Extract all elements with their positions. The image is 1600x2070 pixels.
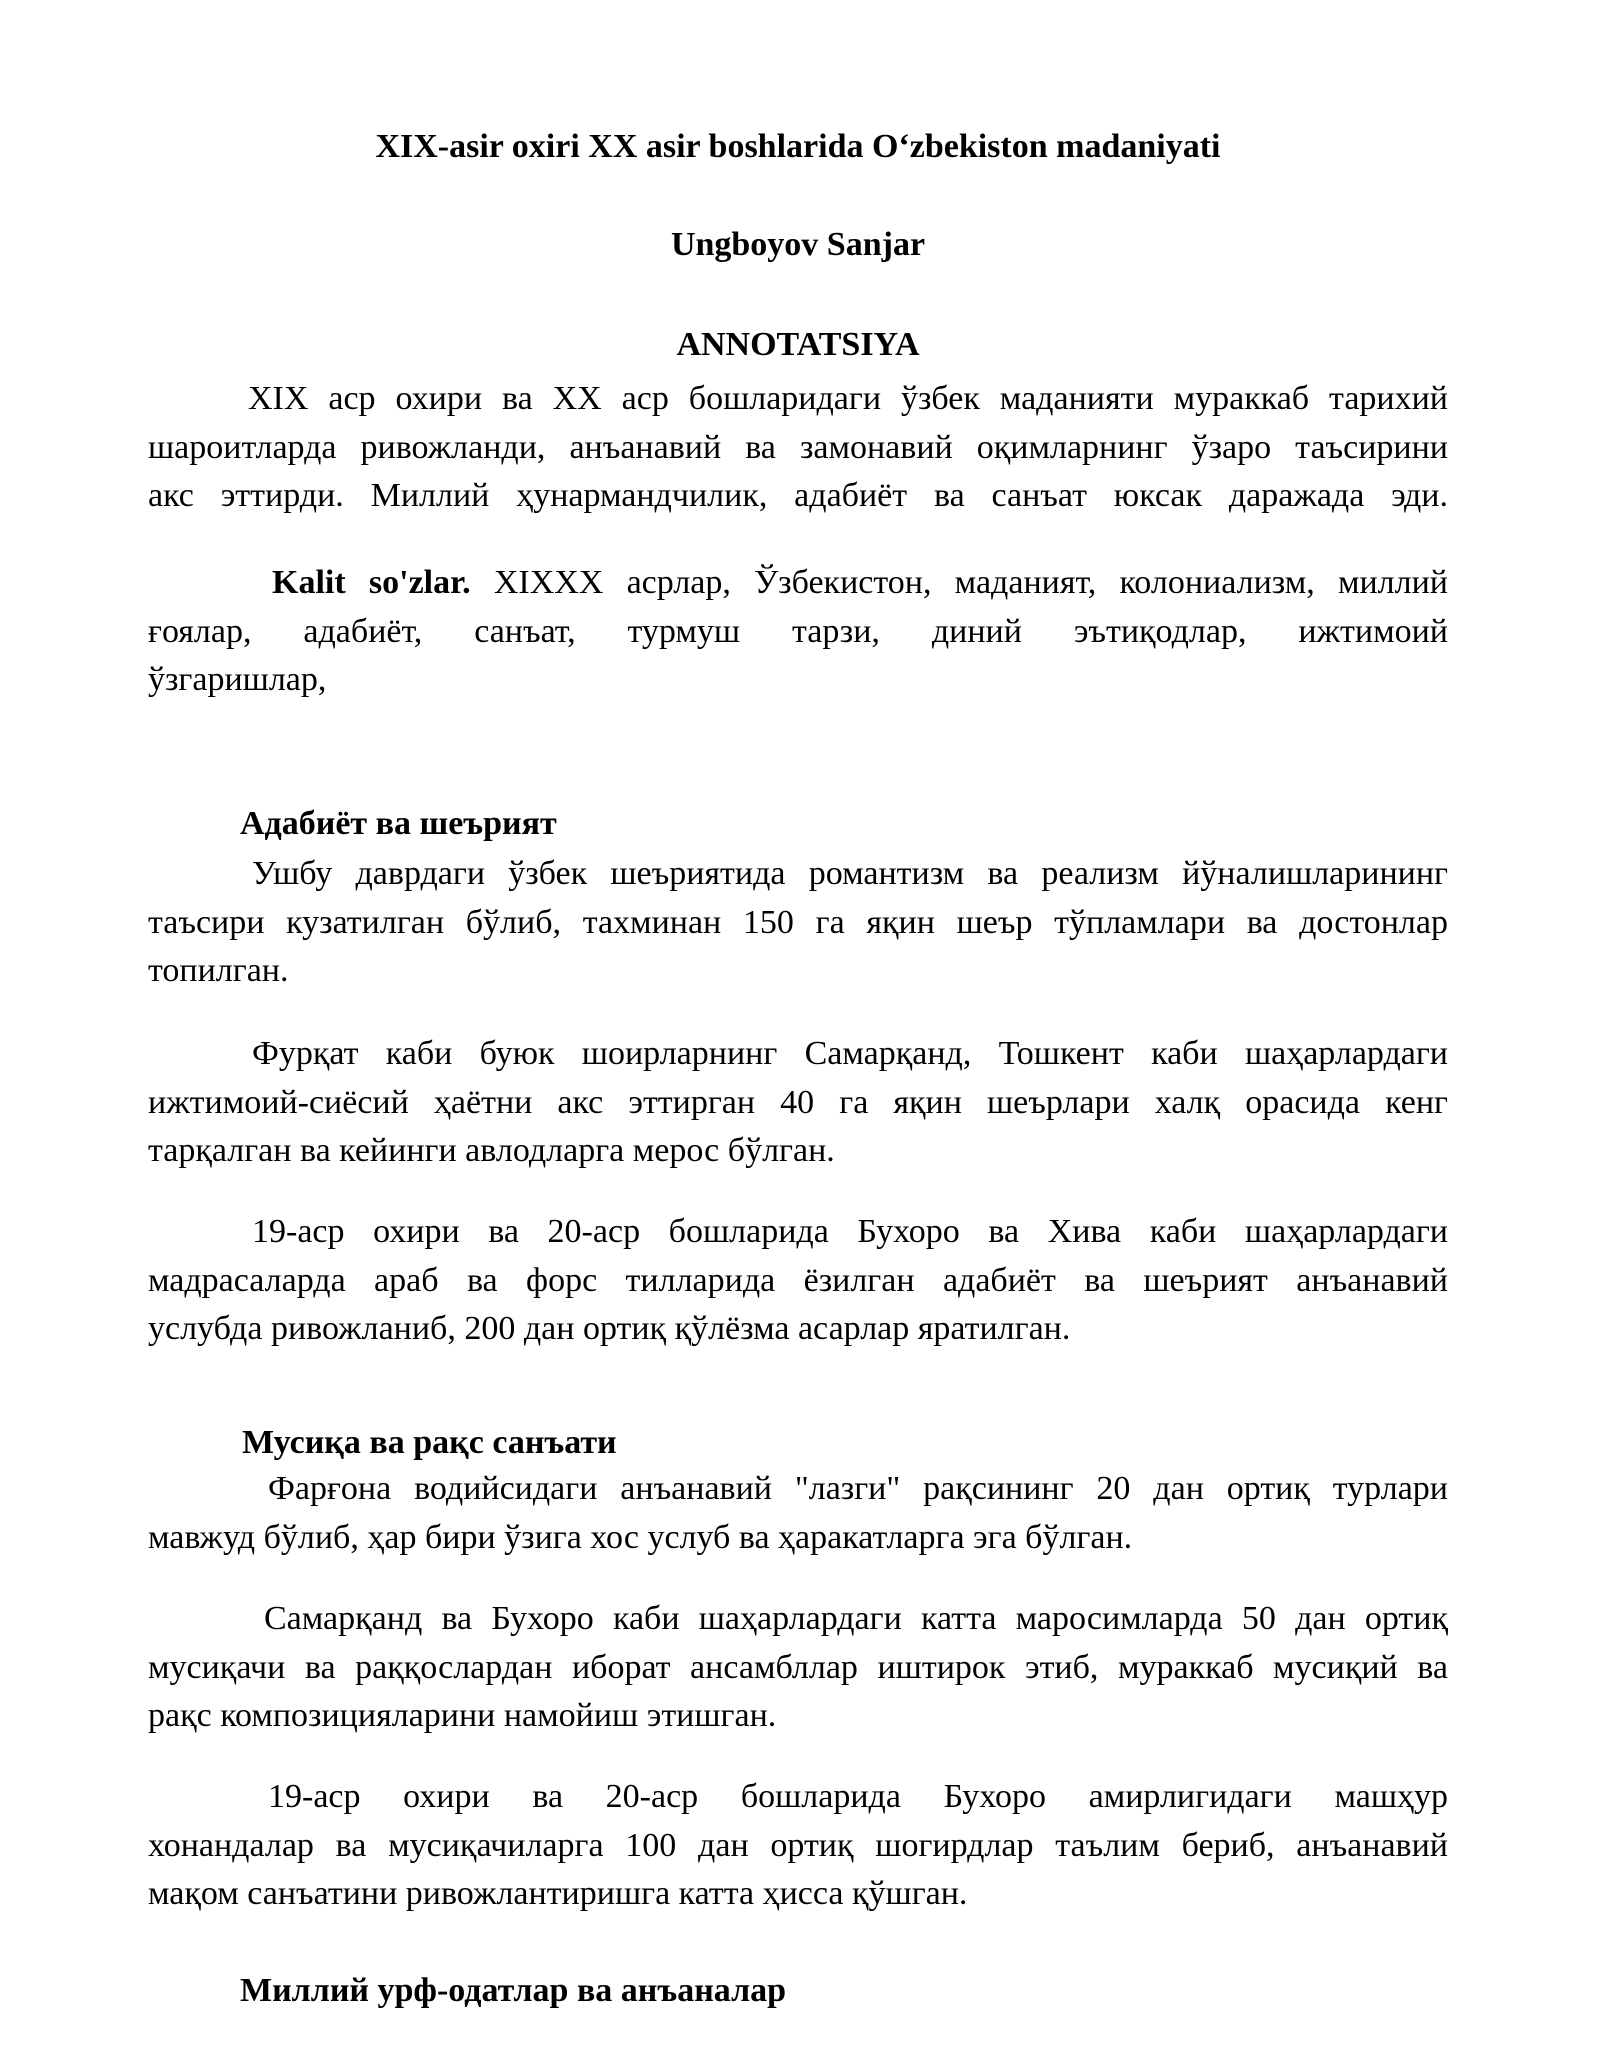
text-line: топилган.	[148, 952, 289, 989]
music-paragraph-3	[148, 1773, 1448, 1919]
section-heading-literature: Адабиёт ва шеърият	[240, 805, 557, 842]
text-line: хонандалар ва мусиқачиларга 100 дан ортиқ шогирдлар таълим бериб, анъанавий	[148, 1826, 1448, 1864]
text-line: таъсири кузатилган бўлиб, тахминан 150 га яқин шеър тўпламлари ва достонлар	[148, 903, 1448, 941]
literature-paragraph-2	[148, 1030, 1448, 1176]
text-line: рақс композицияларини намойиш этишган.	[148, 1697, 777, 1734]
text-line: Ушбу даврдаги ўзбек шеъриятида романтизм ва реализм йўналишларининг	[252, 855, 1448, 892]
keywords-paragraph	[148, 559, 1448, 705]
keywords-label: Kalit so'zlar.	[272, 564, 471, 601]
text-line: мақом санъатини ривожлантиришга катта ҳисса қўшган.	[148, 1875, 968, 1912]
text-line: ғоялар, адабиёт, санъат, турмуш тарзи, диний эътиқодлар, ижтимоий	[148, 612, 1448, 650]
text-line: услубда ривожланиб, 200 дан ортиқ қўлёзма асарлар яратилган.	[148, 1310, 1071, 1347]
music-paragraph-2	[148, 1595, 1448, 1741]
annotation-paragraph	[148, 375, 1448, 521]
text-line: шароитларда ривожланди, анъанавий ва замонавий оқимларнинг ўзаро таъсирини	[148, 428, 1448, 466]
document-title: XIX-asir oxiri XX asir boshlarida O‘zbekiston madaniyati	[375, 128, 1221, 165]
text-line: Фарғона водийсидаги анъанавий "лазги" рақсининг 20 дан ортиқ турлари	[268, 1470, 1448, 1507]
section-heading-customs: Миллий урф-одатлар ва анъаналар	[240, 1972, 787, 2009]
text-line: ўзгаришлар,	[148, 661, 327, 698]
text-line: 19-аср охири ва 20-аср бошларида Бухоро амирлигидаги машҳур	[268, 1778, 1448, 1815]
text-line: XIX аср охири ва XX аср бошларидаги ўзбек маданияти мураккаб тарихий	[248, 380, 1448, 417]
text-line: тарқалган ва кейинги авлодларга мерос бўлган.	[148, 1132, 835, 1169]
text-line: акс эттирди. Миллий ҳунармандчилик, адабиёт ва санъат юксак даражада эди.	[148, 477, 1448, 514]
text-line: мавжуд бўлиб, ҳар бири ўзига хос услуб ва ҳаракатларга эга бўлган.	[148, 1518, 1133, 1556]
section-heading-music: Мусиқа ва рақс санъати	[242, 1424, 617, 1461]
text-line: Самарқанд ва Бухоро каби шаҳарлардаги катта маросимларда 50 дан ортиқ	[264, 1600, 1448, 1637]
text-line: 19-аср охири ва 20-аср бошларида Бухоро ва Хива каби шаҳарлардаги	[252, 1213, 1448, 1250]
author-name: Ungboyov Sanjar	[670, 226, 926, 263]
text-line: мадрасаларда араб ва форс тилларида ёзилган адабиёт ва шеърият анъанавий	[148, 1261, 1448, 1299]
text-line: Фурқат каби буюк шоирларнинг Самарқанд, Тошкент каби шаҳарлардаги	[252, 1035, 1448, 1072]
text-line	[148, 559, 1448, 608]
annotation-heading: ANNOTATSIYA	[676, 326, 920, 363]
literature-paragraph-3	[148, 1208, 1448, 1354]
text-line: мусиқачи ва раққослардан иборат ансамбллар иштирок этиб, мураккаб мусиқий ва	[148, 1648, 1448, 1686]
music-paragraph-1	[148, 1465, 1448, 1562]
literature-paragraph-1	[148, 850, 1448, 996]
keywords-text: XIXXX асрлар, Ўзбекистон, маданият, колониализм, миллий	[493, 564, 1448, 601]
text-line: ижтимоий-сиёсий ҳаётни акс эттирган 40 га яқин шеърлари халқ орасида кенг	[148, 1083, 1448, 1121]
